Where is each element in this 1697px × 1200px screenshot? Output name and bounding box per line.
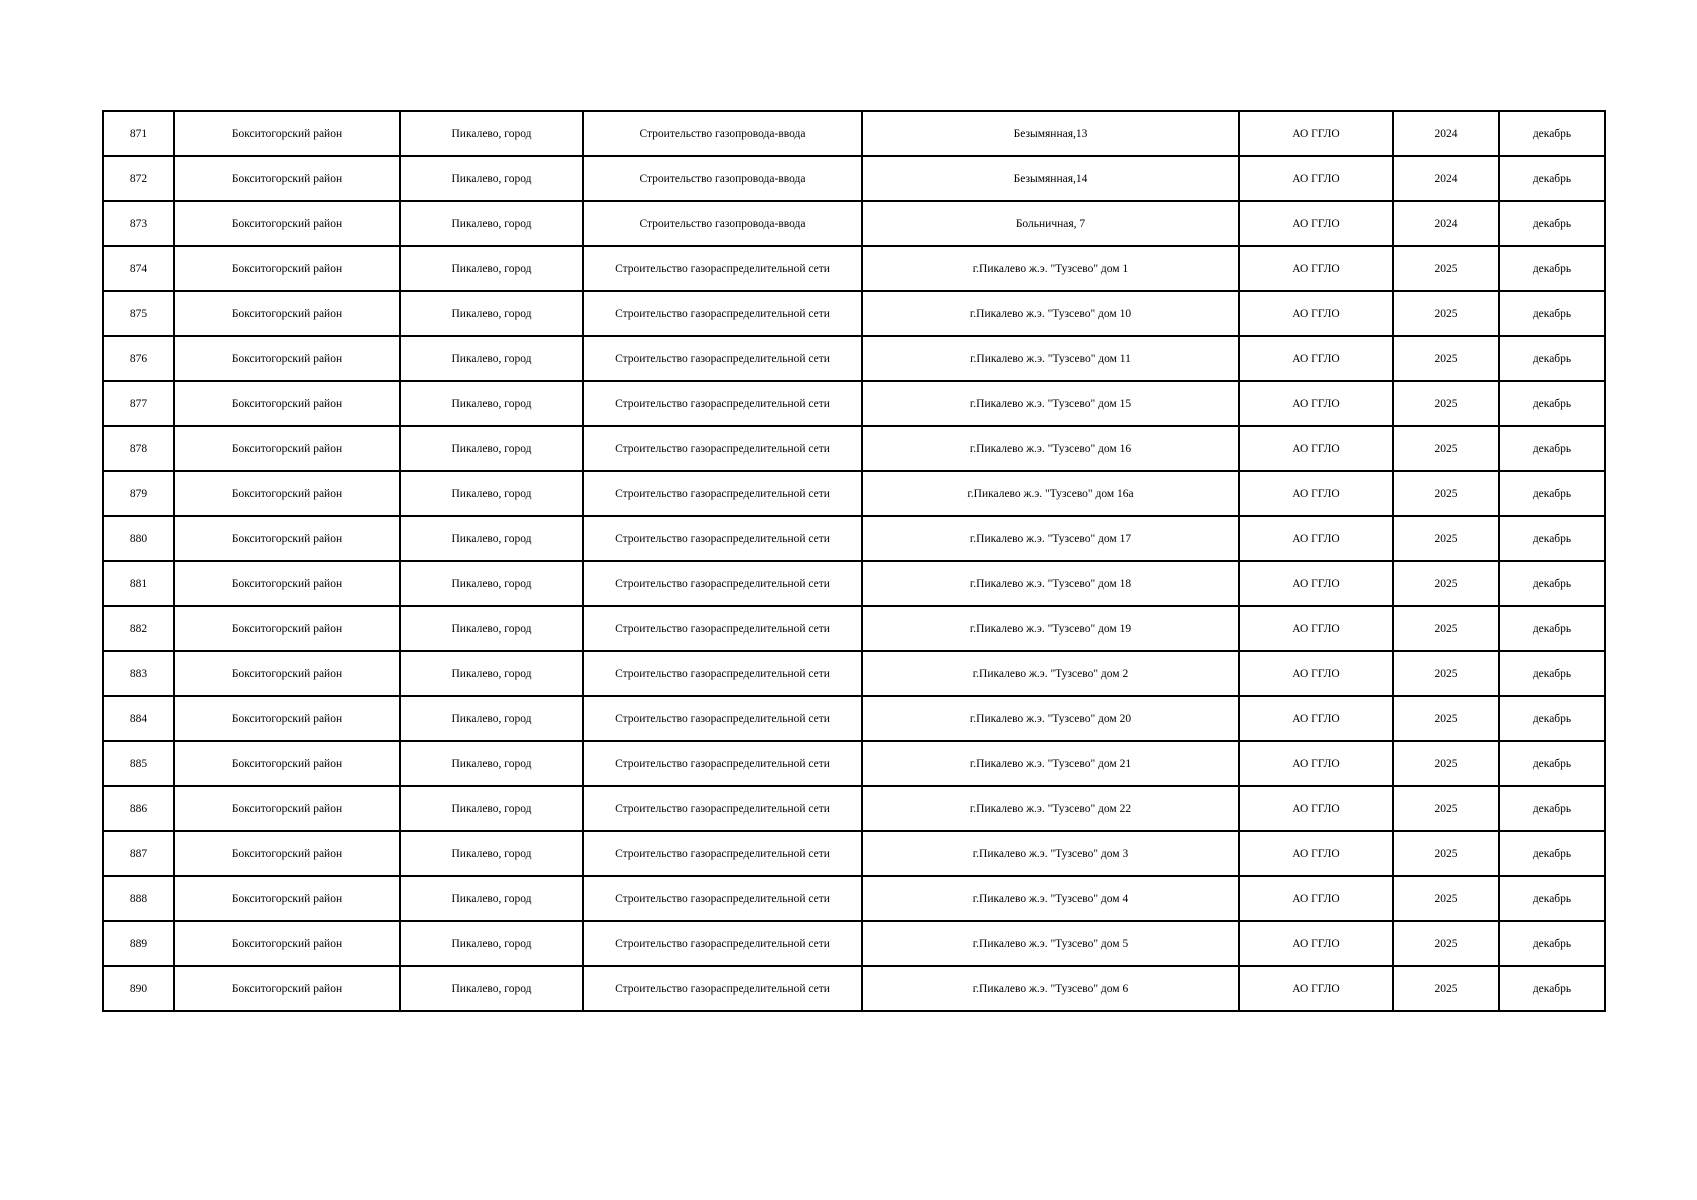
address-cell: г.Пикалево ж.э. "Тузсево" дом 11: [862, 336, 1239, 381]
settlement-cell: Пикалево, город: [400, 201, 583, 246]
work-type-cell: Строительство газопровода-ввода: [583, 201, 862, 246]
month-cell: декабрь: [1499, 516, 1605, 561]
table-row: [103, 426, 1605, 471]
organization-cell: АО ГГЛО: [1239, 651, 1393, 696]
district-cell: Бокситогорский район: [174, 696, 400, 741]
address-cell: г.Пикалево ж.э. "Тузсево" дом 21: [862, 741, 1239, 786]
row-number-cell: 879: [103, 471, 174, 516]
district-cell: Бокситогорский район: [174, 966, 400, 1011]
data-table: [102, 110, 1606, 1012]
address-cell: г.Пикалево ж.э. "Тузсево" дом 20: [862, 696, 1239, 741]
row-number-cell: 886: [103, 786, 174, 831]
work-type-cell: Строительство газораспределительной сети: [583, 426, 862, 471]
district-cell: Бокситогорский район: [174, 831, 400, 876]
address-cell: г.Пикалево ж.э. "Тузсево" дом 17: [862, 516, 1239, 561]
month-cell: декабрь: [1499, 966, 1605, 1011]
organization-cell: АО ГГЛО: [1239, 111, 1393, 156]
row-number-cell: 887: [103, 831, 174, 876]
work-type-cell: Строительство газораспределительной сети: [583, 921, 862, 966]
table-body: [103, 111, 1605, 1011]
work-type-cell: Строительство газораспределительной сети: [583, 291, 862, 336]
table-row: [103, 471, 1605, 516]
address-cell: г.Пикалево ж.э. "Тузсево" дом 6: [862, 966, 1239, 1011]
table-row: [103, 246, 1605, 291]
settlement-cell: Пикалево, город: [400, 606, 583, 651]
settlement-cell: Пикалево, город: [400, 786, 583, 831]
address-cell: г.Пикалево ж.э. "Тузсево" дом 16: [862, 426, 1239, 471]
row-number-cell: 882: [103, 606, 174, 651]
work-type-cell: Строительство газораспределительной сети: [583, 741, 862, 786]
month-cell: декабрь: [1499, 336, 1605, 381]
year-cell: 2025: [1393, 336, 1499, 381]
year-cell: 2025: [1393, 921, 1499, 966]
organization-cell: АО ГГЛО: [1239, 606, 1393, 651]
district-cell: Бокситогорский район: [174, 471, 400, 516]
month-cell: декабрь: [1499, 246, 1605, 291]
settlement-cell: Пикалево, город: [400, 696, 583, 741]
year-cell: 2025: [1393, 876, 1499, 921]
settlement-cell: Пикалево, город: [400, 156, 583, 201]
settlement-cell: Пикалево, город: [400, 831, 583, 876]
month-cell: декабрь: [1499, 921, 1605, 966]
organization-cell: АО ГГЛО: [1239, 831, 1393, 876]
organization-cell: АО ГГЛО: [1239, 966, 1393, 1011]
address-cell: г.Пикалево ж.э. "Тузсево" дом 16а: [862, 471, 1239, 516]
month-cell: декабрь: [1499, 111, 1605, 156]
work-type-cell: Строительство газораспределительной сети: [583, 606, 862, 651]
organization-cell: АО ГГЛО: [1239, 246, 1393, 291]
address-cell: Безымянная,14: [862, 156, 1239, 201]
month-cell: декабрь: [1499, 201, 1605, 246]
table-row: [103, 561, 1605, 606]
work-type-cell: Строительство газораспределительной сети: [583, 966, 862, 1011]
organization-cell: АО ГГЛО: [1239, 291, 1393, 336]
row-number-cell: 877: [103, 381, 174, 426]
district-cell: Бокситогорский район: [174, 651, 400, 696]
table-row: [103, 516, 1605, 561]
table-row: [103, 921, 1605, 966]
organization-cell: АО ГГЛО: [1239, 201, 1393, 246]
settlement-cell: Пикалево, город: [400, 426, 583, 471]
month-cell: декабрь: [1499, 381, 1605, 426]
table-row: [103, 786, 1605, 831]
settlement-cell: Пикалево, город: [400, 246, 583, 291]
year-cell: 2025: [1393, 651, 1499, 696]
address-cell: г.Пикалево ж.э. "Тузсево" дом 2: [862, 651, 1239, 696]
organization-cell: АО ГГЛО: [1239, 156, 1393, 201]
settlement-cell: Пикалево, город: [400, 651, 583, 696]
work-type-cell: Строительство газопровода-ввода: [583, 156, 862, 201]
address-cell: г.Пикалево ж.э. "Тузсево" дом 3: [862, 831, 1239, 876]
year-cell: 2025: [1393, 831, 1499, 876]
address-cell: г.Пикалево ж.э. "Тузсево" дом 15: [862, 381, 1239, 426]
settlement-cell: Пикалево, город: [400, 741, 583, 786]
row-number-cell: 889: [103, 921, 174, 966]
table-row: [103, 336, 1605, 381]
row-number-cell: 875: [103, 291, 174, 336]
month-cell: декабрь: [1499, 471, 1605, 516]
year-cell: 2024: [1393, 111, 1499, 156]
year-cell: 2025: [1393, 516, 1499, 561]
row-number-cell: 884: [103, 696, 174, 741]
year-cell: 2025: [1393, 741, 1499, 786]
month-cell: декабрь: [1499, 651, 1605, 696]
row-number-cell: 881: [103, 561, 174, 606]
address-cell: г.Пикалево ж.э. "Тузсево" дом 22: [862, 786, 1239, 831]
row-number-cell: 872: [103, 156, 174, 201]
organization-cell: АО ГГЛО: [1239, 741, 1393, 786]
month-cell: декабрь: [1499, 786, 1605, 831]
row-number-cell: 873: [103, 201, 174, 246]
organization-cell: АО ГГЛО: [1239, 696, 1393, 741]
settlement-cell: Пикалево, город: [400, 966, 583, 1011]
district-cell: Бокситогорский район: [174, 381, 400, 426]
district-cell: Бокситогорский район: [174, 426, 400, 471]
work-type-cell: Строительство газораспределительной сети: [583, 336, 862, 381]
year-cell: 2025: [1393, 291, 1499, 336]
work-type-cell: Строительство газопровода-ввода: [583, 111, 862, 156]
organization-cell: АО ГГЛО: [1239, 921, 1393, 966]
row-number-cell: 885: [103, 741, 174, 786]
work-type-cell: Строительство газораспределительной сети: [583, 786, 862, 831]
work-type-cell: Строительство газораспределительной сети: [583, 561, 862, 606]
address-cell: Безымянная,13: [862, 111, 1239, 156]
table-row: [103, 651, 1605, 696]
year-cell: 2024: [1393, 201, 1499, 246]
address-cell: г.Пикалево ж.э. "Тузсево" дом 19: [862, 606, 1239, 651]
work-type-cell: Строительство газораспределительной сети: [583, 471, 862, 516]
year-cell: 2025: [1393, 561, 1499, 606]
year-cell: 2025: [1393, 606, 1499, 651]
organization-cell: АО ГГЛО: [1239, 336, 1393, 381]
row-number-cell: 871: [103, 111, 174, 156]
district-cell: Бокситогорский район: [174, 741, 400, 786]
settlement-cell: Пикалево, город: [400, 291, 583, 336]
organization-cell: АО ГГЛО: [1239, 381, 1393, 426]
settlement-cell: Пикалево, город: [400, 516, 583, 561]
month-cell: декабрь: [1499, 741, 1605, 786]
year-cell: 2025: [1393, 246, 1499, 291]
district-cell: Бокситогорский район: [174, 336, 400, 381]
row-number-cell: 880: [103, 516, 174, 561]
work-type-cell: Строительство газораспределительной сети: [583, 831, 862, 876]
work-type-cell: Строительство газораспределительной сети: [583, 876, 862, 921]
year-cell: 2025: [1393, 426, 1499, 471]
district-cell: Бокситогорский район: [174, 111, 400, 156]
row-number-cell: 874: [103, 246, 174, 291]
district-cell: Бокситогорский район: [174, 876, 400, 921]
organization-cell: АО ГГЛО: [1239, 786, 1393, 831]
work-type-cell: Строительство газораспределительной сети: [583, 246, 862, 291]
organization-cell: АО ГГЛО: [1239, 876, 1393, 921]
table-row: [103, 201, 1605, 246]
settlement-cell: Пикалево, город: [400, 336, 583, 381]
address-cell: г.Пикалево ж.э. "Тузсево" дом 1: [862, 246, 1239, 291]
work-type-cell: Строительство газораспределительной сети: [583, 381, 862, 426]
table-row: [103, 606, 1605, 651]
address-cell: Больничная, 7: [862, 201, 1239, 246]
month-cell: декабрь: [1499, 156, 1605, 201]
month-cell: декабрь: [1499, 696, 1605, 741]
table-row: [103, 876, 1605, 921]
table-row: [103, 381, 1605, 426]
row-number-cell: 878: [103, 426, 174, 471]
address-cell: г.Пикалево ж.э. "Тузсево" дом 10: [862, 291, 1239, 336]
row-number-cell: 890: [103, 966, 174, 1011]
district-cell: Бокситогорский район: [174, 921, 400, 966]
organization-cell: АО ГГЛО: [1239, 426, 1393, 471]
table-row: [103, 696, 1605, 741]
district-cell: Бокситогорский район: [174, 606, 400, 651]
organization-cell: АО ГГЛО: [1239, 471, 1393, 516]
district-cell: Бокситогорский район: [174, 291, 400, 336]
district-cell: Бокситогорский район: [174, 246, 400, 291]
year-cell: 2025: [1393, 696, 1499, 741]
year-cell: 2024: [1393, 156, 1499, 201]
settlement-cell: Пикалево, город: [400, 876, 583, 921]
address-cell: г.Пикалево ж.э. "Тузсево" дом 18: [862, 561, 1239, 606]
work-type-cell: Строительство газораспределительной сети: [583, 696, 862, 741]
organization-cell: АО ГГЛО: [1239, 516, 1393, 561]
month-cell: декабрь: [1499, 876, 1605, 921]
work-type-cell: Строительство газораспределительной сети: [583, 516, 862, 561]
settlement-cell: Пикалево, город: [400, 381, 583, 426]
month-cell: декабрь: [1499, 561, 1605, 606]
address-cell: г.Пикалево ж.э. "Тузсево" дом 4: [862, 876, 1239, 921]
district-cell: Бокситогорский район: [174, 786, 400, 831]
year-cell: 2025: [1393, 786, 1499, 831]
row-number-cell: 876: [103, 336, 174, 381]
district-cell: Бокситогорский район: [174, 156, 400, 201]
row-number-cell: 888: [103, 876, 174, 921]
work-type-cell: Строительство газораспределительной сети: [583, 651, 862, 696]
year-cell: 2025: [1393, 471, 1499, 516]
organization-cell: АО ГГЛО: [1239, 561, 1393, 606]
month-cell: декабрь: [1499, 291, 1605, 336]
settlement-cell: Пикалево, город: [400, 111, 583, 156]
district-cell: Бокситогорский район: [174, 516, 400, 561]
settlement-cell: Пикалево, город: [400, 471, 583, 516]
month-cell: декабрь: [1499, 831, 1605, 876]
table-row: [103, 741, 1605, 786]
month-cell: декабрь: [1499, 426, 1605, 471]
year-cell: 2025: [1393, 381, 1499, 426]
month-cell: декабрь: [1499, 606, 1605, 651]
table-row: [103, 291, 1605, 336]
table-row: [103, 831, 1605, 876]
address-cell: г.Пикалево ж.э. "Тузсево" дом 5: [862, 921, 1239, 966]
district-cell: Бокситогорский район: [174, 561, 400, 606]
district-cell: Бокситогорский район: [174, 201, 400, 246]
year-cell: 2025: [1393, 966, 1499, 1011]
table-row: [103, 966, 1605, 1011]
row-number-cell: 883: [103, 651, 174, 696]
table-row: [103, 156, 1605, 201]
table-row: [103, 111, 1605, 156]
settlement-cell: Пикалево, город: [400, 921, 583, 966]
settlement-cell: Пикалево, город: [400, 561, 583, 606]
